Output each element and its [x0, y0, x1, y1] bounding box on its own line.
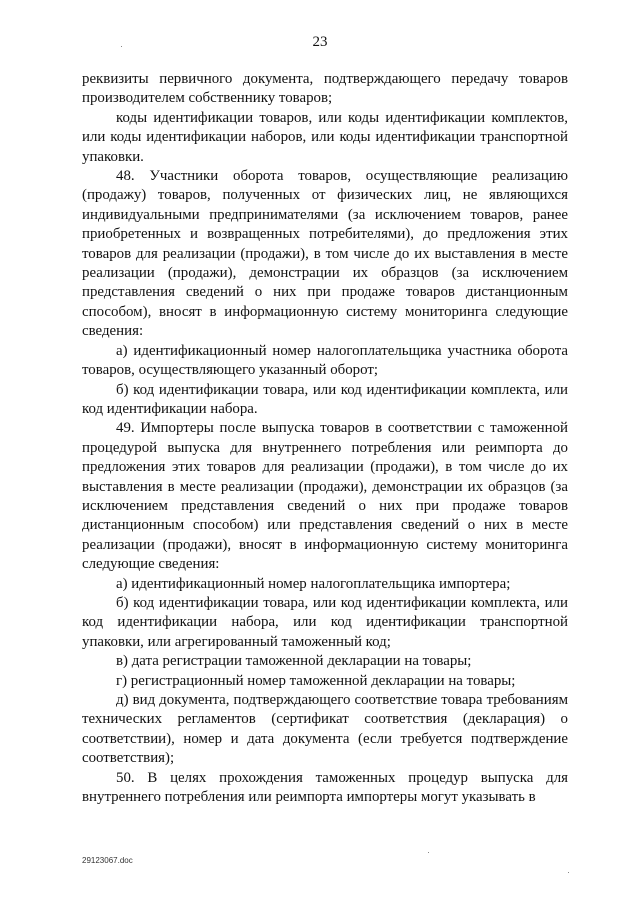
paragraph-49-g: г) регистрационный номер таможенной декларации на товары;	[116, 672, 516, 689]
scan-speck	[121, 46, 122, 47]
paragraph-48-a: а) идентификационный номер налогоплательщика участника оборота товаров, осуществляющего указанный оборот;	[82, 342, 568, 379]
paragraph-48-b: б) код идентификации товара, или код идентификации комплекта, или код идентификации набора.	[82, 381, 568, 417]
scan-speck	[568, 872, 569, 873]
document-file-id: 29123067.doc	[82, 856, 133, 865]
paragraph-requisites: реквизиты первичного документа, подтверждающего передачу товаров производителем собственнику товаров;	[82, 71, 568, 107]
paragraph-id-codes: коды идентификации товаров, или коды идентификации комплектов, или коды идентификации наборов, или коды идентификации транспортной упаковки.	[82, 109, 568, 165]
paragraph-clause-49: 49. Импортеры после выпуска товаров в соответствии с таможенной процедурой выпуска для внутреннего потребления или реимпорта до предложения этих товаров для реализации (продажи), в том числе до их выставления в месте реализации (продажи), демонстрации их образцов (за исключением представления сведений о них при продаже товаров дистанционным способом) или представления сведений о них в месте реализации (продажи), вносят в информационную систему мониторинга следующие сведения:	[82, 420, 568, 573]
page-number: 23	[312, 34, 328, 50]
paragraph-49-b: б) код идентификации товара, или код идентификации комплекта, или код идентификации набора, или код идентификации транспортной упаковки, или агрегированный таможенный код;	[82, 594, 568, 650]
paragraph-clause-48: 48. Участники оборота товаров, осуществляющие реализацию (продажу) товаров, полученных от физических лиц, не являющихся индивидуальными предпринимателями (за исключением товаров, ранее приобретенных и возвращенных потребителями), до предложения этих товаров для реализации (продажи), в том числе до их выставления в месте реализации (продажи), демонстрации их образцов (за исключением представления сведений о них при продаже товаров дистанционным способом), вносят в информационную систему мониторинга следующие сведения:	[82, 168, 568, 340]
paragraph-49-v: в) дата регистрации таможенной декларации на товары;	[116, 653, 472, 670]
document-body	[82, 70, 568, 807]
paragraph-clause-50: 50. В целях прохождения таможенных процедур выпуска для внутреннего потребления или реимпорта импортеры могут указывать в	[82, 769, 568, 806]
scan-speck	[428, 852, 429, 853]
paragraph-49-d: д) вид документа, подтверждающего соответствие товара требованиям технических регламентов (сертификат соответствия (декларация) о соответствии), номер и дата документа (если требуется подтверждение соответствия);	[82, 692, 568, 767]
paragraph-49-a: а) идентификационный номер налогоплательщика импортера;	[116, 575, 511, 592]
